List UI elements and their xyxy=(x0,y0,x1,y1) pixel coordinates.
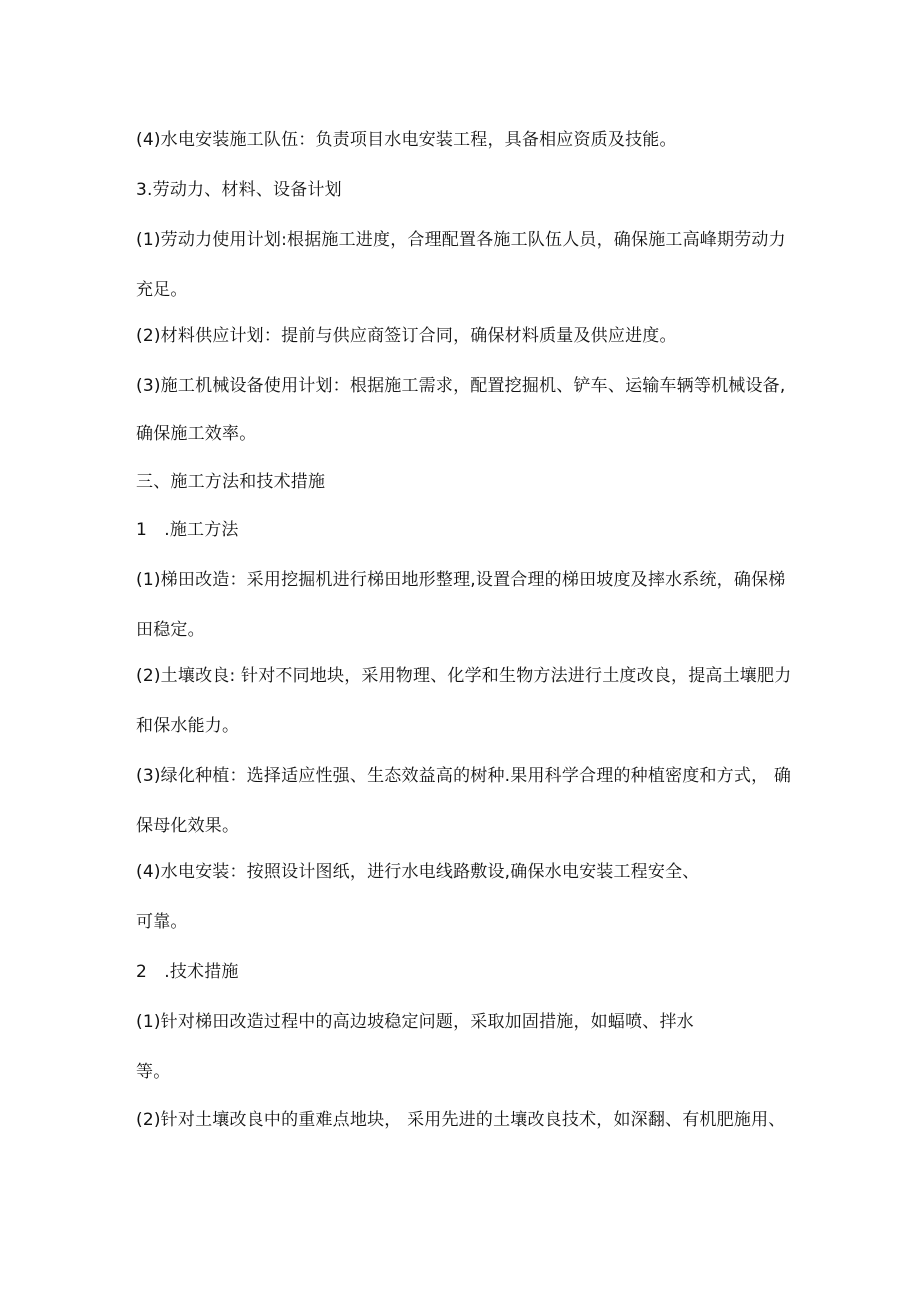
paragraph-line: 田稳定。 xyxy=(136,620,205,640)
paragraph-line: 可靠。 xyxy=(136,912,188,932)
paragraph-line: (1)梯田改造：采用挖掘机进行梯田地形整理,设置合理的梯田坡度及摔水系统，确保梯 xyxy=(136,570,786,590)
paragraph-line: 和保水能力。 xyxy=(136,716,240,736)
paragraph-line: (3)绿化种植：选择适应性强、生态效益高的树种.果用科学合理的种植密度和方式， 确 xyxy=(136,766,792,786)
paragraph-line: (3)施工机械设备使用计划：根据施工需求，配置挖掘机、铲车、运输车辆等机械设备, xyxy=(136,376,786,396)
section-heading: 1 .施工方法 xyxy=(136,520,239,540)
paragraph-line: 等。 xyxy=(136,1062,171,1082)
section-heading: 2 .技术措施 xyxy=(136,962,239,982)
paragraph-line: (2)土壤改良: 针对不同地块，采用物理、化学和生物方法进行土度改良，提高土壤肥力 xyxy=(136,666,792,686)
paragraph-line: 充足。 xyxy=(136,280,188,300)
paragraph-line: (2)材料供应计划：提前与供应商签订合同，确保材料质量及供应进度。 xyxy=(136,326,677,346)
paragraph-line: (1)劳动力使用计划:根据施工进度，合理配置各施工队伍人员，确保施工高峰期劳动力 xyxy=(136,230,786,250)
section-heading: 3.劳动力、材料、设备计划 xyxy=(136,180,342,200)
paragraph-line: (2)针对土壤改良中的重难点地块， 采用先进的土壤改良技术，如深翻、有机肥施用、 xyxy=(136,1110,786,1130)
paragraph-line: (4)水电安装：按照设计图纸，进行水电线路敷设,确保水电安装工程安全、 xyxy=(136,862,700,882)
paragraph-line: 保母化效果。 xyxy=(136,816,240,836)
chapter-heading: 三、施工方法和技术措施 xyxy=(136,472,326,492)
paragraph-line: (1)针对梯田改造过程中的高边坡稳定问题，采取加固措施，如蝠喷、拌水 xyxy=(136,1012,694,1032)
paragraph-line: (4)水电安装施工队伍：负责项目水电安装工程，具备相应资质及技能。 xyxy=(136,130,677,150)
paragraph-line: 确保施工效率。 xyxy=(136,424,257,444)
